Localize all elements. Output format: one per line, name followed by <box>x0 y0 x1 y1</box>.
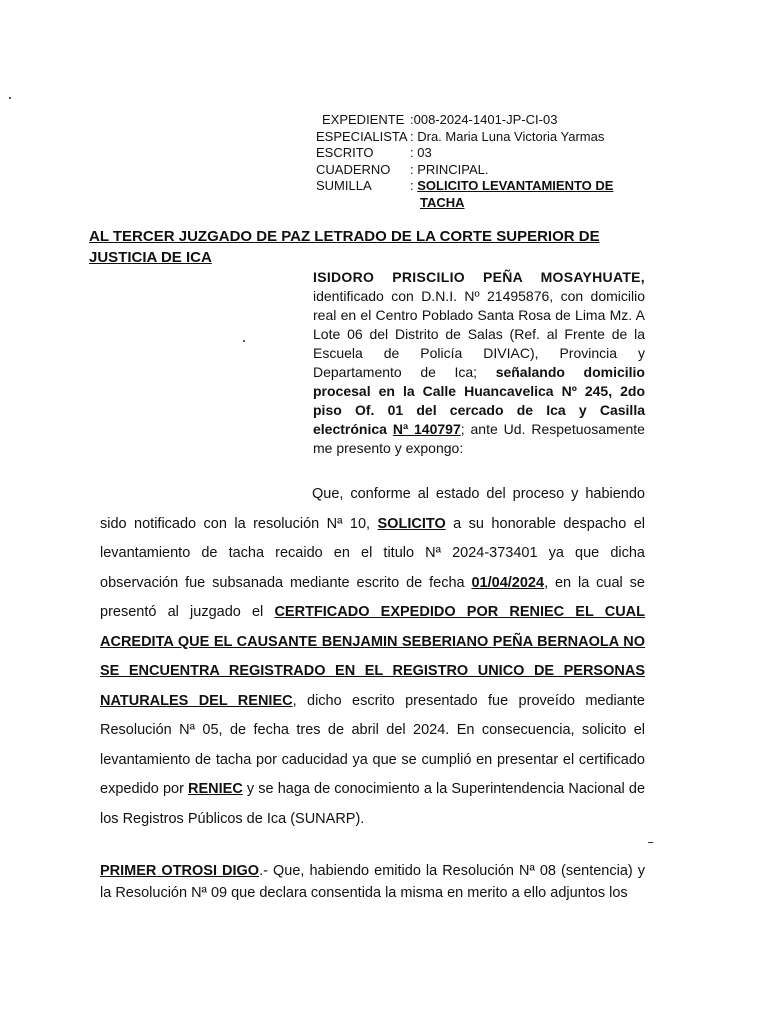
sumilla-row-2 <box>316 195 613 212</box>
escrito-value: : 03 <box>410 145 432 160</box>
sumilla-text-1: SOLICITO LEVANTAMIENTO DE <box>417 178 614 193</box>
especialista-row <box>316 129 613 146</box>
sumilla-label: SUMILLA <box>316 178 372 193</box>
body-reniec: RENIEC <box>188 781 243 797</box>
body-text-4: , dicho escrito presentado fue proveído mediante Resolución Nª 05, de fecha tres de abril del 2024. En consecuencia, solicito el levantamiento de tacha por caducidad ya que se cumplió en presentar el certificado expedido por <box>100 692 645 797</box>
main-paragraph <box>100 480 645 834</box>
cuaderno-label: CUADERNO <box>316 161 391 177</box>
party-casilla: Nª 140797 <box>392 421 461 437</box>
party-procesal-address: señalando domicilio procesal en la Calle Huancavelica Nº 245, 2do piso Of. 01 del cercado de Ica y Casilla electrónica <box>313 364 645 437</box>
scan-speck <box>243 340 245 342</box>
body-text-3: , en la cual se presentó al juzgado el <box>100 574 645 620</box>
party-introduction <box>313 268 645 458</box>
escrito-label: ESCRITO <box>316 145 374 160</box>
body-text-2: a su honorable despacho el levantamiento de tacha recaido en el titulo Nª 2024-373401 ya que dicha observación fue subsanada mediante escrito de fecha <box>100 515 645 591</box>
escrito-row <box>316 145 613 162</box>
cuaderno-row <box>316 162 613 179</box>
body-text-5: y se haga de conocimiento a la Superintendencia Nacional de los Registros Públicos de Ica (SUNARP). <box>100 781 646 827</box>
party-text-1: identificado con D.N.I. Nº 21495876, con domicilio real en el Centro Poblado Santa Rosa de Lima Mz. A Lote 06 del Distrito de Salas (Ref. al Frente de la Escuela de Policía DIVIAC), Provincia y Departamento de Ica; <box>313 288 645 380</box>
especialista-label: ESPECIALISTA <box>316 128 408 144</box>
cuaderno-value: : PRINCIPAL. <box>410 161 489 177</box>
sumilla-value <box>410 178 613 195</box>
expediente-value: :008-2024-1401-JP-CI-03 <box>410 112 558 127</box>
expediente-row <box>316 112 613 129</box>
sumilla-row <box>316 178 613 195</box>
body-fecha: 01/04/2024 <box>471 574 545 591</box>
sumilla-text-2: TACHA <box>420 194 465 210</box>
especialista-value: : Dra. Maria Luna Victoria Yarmas <box>410 128 605 144</box>
body-text-1: Que, conforme al estado del proceso y habiendo sido notificado con la resolución Nª 10, <box>100 486 645 532</box>
expediente-label: EXPEDIENTE <box>322 112 405 127</box>
body-certificado: CERTFICADO EXPEDIDO POR RENIEC EL CUAL ACREDITA QUE EL CAUSANTE BENJAMIN SEBERIANO PEÑA BERNAOLA NO SE ENCUENTRA REGISTRADO EN EL REGISTRO UNICO DE PERSONAS NATURALES DEL RENIEC <box>100 604 646 709</box>
party-name: ISIDORO PRISCILIO PEÑA MOSAYHUATE, <box>313 269 645 285</box>
sumilla-colon: : <box>410 178 418 193</box>
scan-speck <box>9 97 11 99</box>
otrosi-label: PRIMER OTROSI DIGO <box>100 863 260 879</box>
otrosi-paragraph <box>100 860 645 904</box>
addressee-title: AL TERCER JUZGADO DE PAZ LETRADO DE LA CORTE SUPERIOR DE JUSTICIA DE ICA <box>89 228 600 266</box>
scan-speck <box>648 842 653 843</box>
case-header <box>316 112 613 211</box>
otrosi-text: .- Que, habiendo emitido la Resolución Nª 08 (sentencia) y la Resolución Nª 09 que declara consentida la misma en merito a ello adjuntos los <box>100 863 645 901</box>
body-solicito: SOLICITO <box>377 515 446 532</box>
party-text-2: ; ante Ud. Respetuosamente me presento y expongo: <box>313 421 645 456</box>
